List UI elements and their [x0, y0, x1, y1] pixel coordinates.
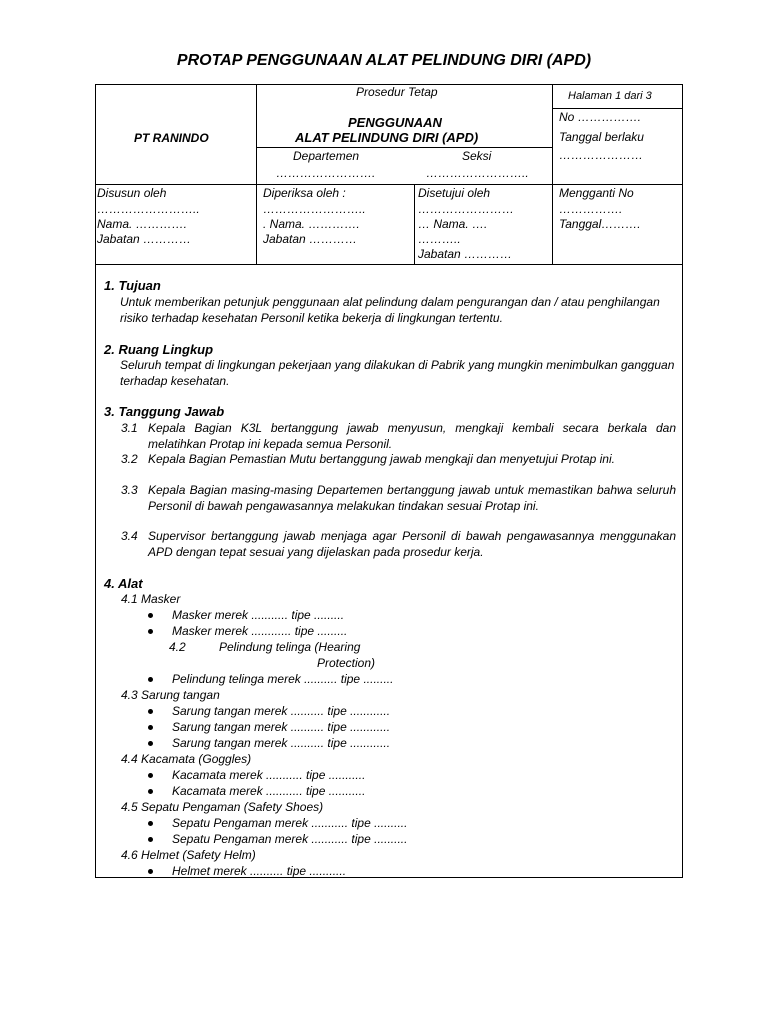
list-item: Kacamata merek ........... tipe ...........	[172, 784, 366, 798]
bullet	[148, 789, 153, 794]
section-3-heading: 3. Tanggung Jawab	[104, 404, 225, 419]
approved-by-position: Jabatan …………	[418, 247, 513, 261]
bullet	[148, 869, 153, 874]
list-item: Sepatu Pengaman merek ........... tipe ..........	[172, 832, 408, 846]
section-value: ……………………..	[426, 166, 529, 180]
bullet	[148, 821, 153, 826]
approved-by-name-cont: ………..	[418, 232, 461, 246]
document-number: No …………….	[559, 110, 642, 124]
effective-date-value: …………………	[559, 148, 643, 162]
subsection-4-2-line1: Pelindung telinga (Hearing	[219, 640, 361, 654]
header-table	[96, 85, 682, 265]
checked-by-label: Diperiksa oleh :	[263, 186, 346, 200]
list-item: Sarung tangan merek .......... tipe ............	[172, 736, 391, 750]
item-3-1-text: Kepala Bagian K3L bertanggung jawab menyusun, mengkaji kembali secara berkala dan melatihkan Protap ini kepada semua Personil.	[148, 421, 676, 451]
bullet	[148, 741, 153, 746]
checked-by-position: Jabatan …………	[263, 232, 358, 246]
subsection-4-1: 4.1 Masker	[121, 592, 181, 606]
bullet	[148, 837, 153, 842]
replaces-value: …………….	[559, 202, 623, 216]
procedure-title-1: PENGGUNAAN	[348, 115, 442, 130]
document-frame	[95, 84, 683, 878]
section-4-heading: 4. Alat	[104, 576, 143, 591]
item-3-4-number: 3.4	[121, 529, 138, 543]
prepared-by-name: Nama. ………….	[97, 217, 188, 231]
bullet	[148, 773, 153, 778]
section-2-heading: 2. Ruang Lingkup	[104, 342, 214, 357]
prepared-by-label: Disusun oleh	[97, 186, 167, 200]
approved-by-name: … Nama. ….	[418, 217, 488, 231]
list-item: Sarung tangan merek .......... tipe ............	[172, 704, 391, 718]
procedure-title-2: ALAT PELINDUNG DIRI (APD)	[295, 130, 479, 145]
page-number: Halaman 1 dari 3	[568, 90, 652, 102]
prepared-by-line: ……………………..	[97, 202, 200, 216]
list-item: Kacamata merek ........... tipe ...........	[172, 768, 366, 782]
checked-by-name: . Nama. ………….	[263, 217, 360, 231]
document-title: PROTAP PENGGUNAAN ALAT PELINDUNG DIRI (APD)	[176, 52, 592, 69]
subsection-4-4: 4.4 Kacamata (Goggles)	[121, 752, 252, 766]
item-3-2-text: Kepala Bagian Pemastian Mutu bertanggung jawab mengkaji dan menyetujui Protap ini.	[148, 452, 615, 466]
subsection-4-5: 4.5 Sepatu Pengaman (Safety Shoes)	[121, 800, 324, 814]
subsection-4-3: 4.3 Sarung tangan	[121, 688, 220, 702]
item-3-1-number: 3.1	[121, 421, 138, 435]
subsection-4-6: 4.6 Helmet (Safety Helm)	[121, 848, 256, 862]
department-label: Departemen	[293, 149, 360, 163]
effective-date-label: Tanggal berlaku	[559, 130, 644, 144]
replaces-date: Tanggal……….	[559, 217, 641, 231]
list-item: Sepatu Pengaman merek ........... tipe ..........	[172, 816, 408, 830]
replaces-label: Mengganti No	[559, 186, 634, 200]
bullet	[148, 613, 153, 618]
prepared-by-position: Jabatan …………	[97, 232, 192, 246]
list-item: Masker merek ........... tipe .........	[172, 608, 345, 622]
bullet	[148, 725, 153, 730]
list-item: Pelindung telinga merek .......... tipe .........	[172, 672, 394, 686]
procedure-label: Prosedur Tetap	[356, 85, 438, 99]
approved-by-line: ……………………	[418, 202, 514, 216]
subsection-4-2-number: 4.2	[169, 640, 186, 654]
list-item: Sarung tangan merek .......... tipe ............	[172, 720, 391, 734]
item-3-2-number: 3.2	[121, 452, 138, 466]
list-item: Helmet merek .......... tipe ...........	[172, 864, 347, 878]
department-value: …………………….	[276, 166, 376, 180]
section-label: Seksi	[462, 149, 492, 163]
list-item: Masker merek ............ tipe .........	[172, 624, 348, 638]
bullet	[148, 677, 153, 682]
checked-by-line: ……………………..	[263, 202, 366, 216]
bullet	[148, 709, 153, 714]
item-3-4-text: Supervisor bertanggung jawab menjaga agar Personil di bawah pengawasannya menggunakan APD dengan tepat sesuai yang dijelaskan pada prosedur kerja.	[148, 529, 676, 559]
item-3-3-text: Kepala Bagian masing-masing Departemen bertanggung jawab untuk memastikan bahwa seluruh Personil di bawah pengawasannya melakukan tindakan sesuai Protap ini.	[148, 483, 676, 513]
section-1-heading: 1. Tujuan	[104, 278, 161, 293]
item-3-3-number: 3.3	[121, 483, 138, 497]
subsection-4-2-line2: Protection)	[317, 656, 376, 670]
section-2-text: Seluruh tempat di lingkungan pekerjaan yang dilakukan di Pabrik yang mungkin menimbulkan gangguan terhadap kesehatan.	[120, 358, 675, 388]
approved-by-label: Disetujui oleh	[418, 186, 491, 200]
company-name: PT RANINDO	[134, 131, 209, 145]
bullet	[148, 629, 153, 634]
section-1-text: Untuk memberikan petunjuk penggunaan alat pelindung dalam pengurangan dan / atau penghilangan risiko terhadap kesehatan Personil ketika bekerja di lingkungan tertentu.	[120, 295, 660, 325]
